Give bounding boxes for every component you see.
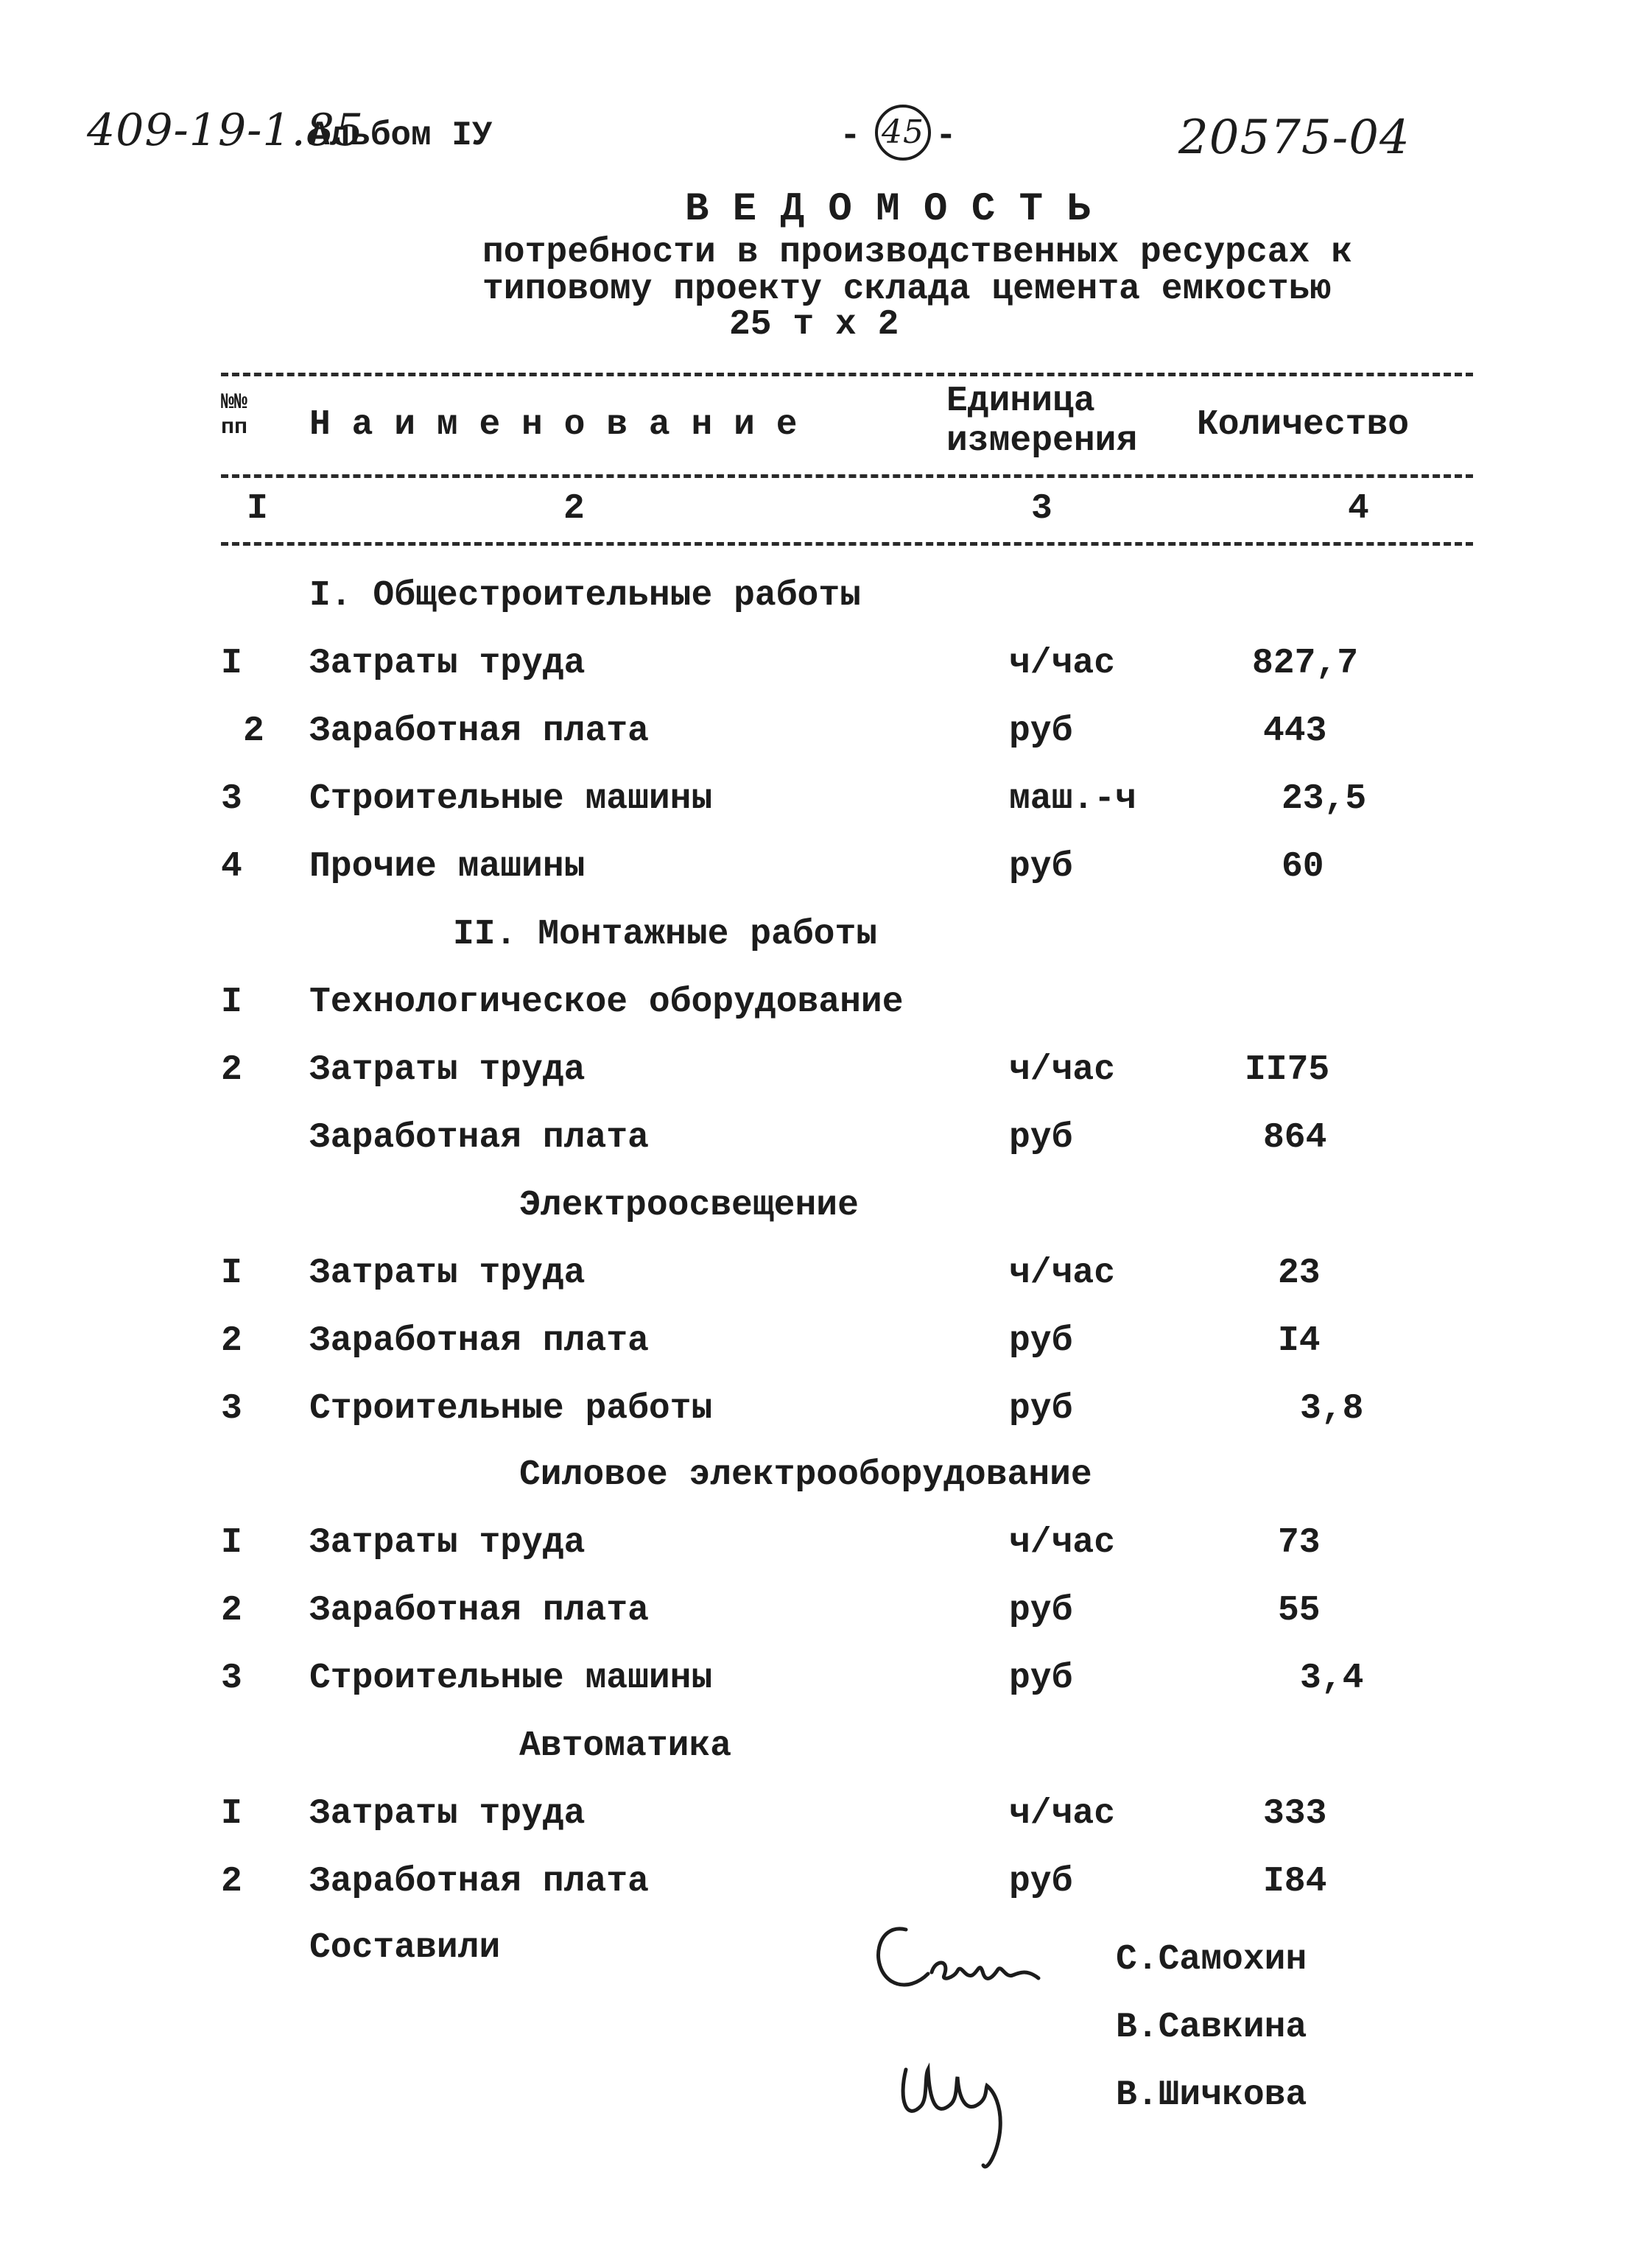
row-unit: ч/час xyxy=(1009,1253,1116,1293)
album-label: Альбом IУ xyxy=(309,116,493,155)
row-unit: ч/час xyxy=(1009,1050,1116,1090)
row-quantity: 3,4 xyxy=(1300,1659,1364,1698)
header-name: Н а и м е н о в а н и е xyxy=(309,405,798,445)
row-unit: руб xyxy=(1009,711,1073,751)
row-quantity: 73 xyxy=(1278,1523,1321,1563)
table-row xyxy=(0,847,1652,906)
row-name: Затраты труда xyxy=(309,644,586,683)
row-name: Технологическое оборудование xyxy=(309,982,904,1022)
header-qty: Количество xyxy=(1197,405,1410,445)
row-name: Прочие машины xyxy=(309,847,586,887)
row-unit: ч/час xyxy=(1009,1794,1116,1834)
table-top-rule xyxy=(221,373,1473,376)
section-title: I. Общестроительные работы xyxy=(309,576,861,616)
row-number: I xyxy=(221,982,242,1022)
row-number: 2 xyxy=(221,1591,242,1631)
document-code-right: 20575-04 xyxy=(1178,110,1410,165)
row-quantity: 443 xyxy=(1263,711,1327,751)
page-number: 45 xyxy=(875,105,931,161)
row-name: Строительные работы xyxy=(309,1389,713,1429)
row-quantity: 60 xyxy=(1282,847,1324,887)
table-row xyxy=(0,779,1652,838)
row-unit: руб xyxy=(1009,1591,1073,1631)
section-title: Автоматика xyxy=(519,1726,732,1766)
row-number: 3 xyxy=(221,1389,242,1429)
page-number-dash-right: - xyxy=(935,116,957,156)
row-unit: руб xyxy=(1009,1389,1073,1429)
row-quantity: 827,7 xyxy=(1252,644,1359,683)
row-unit: руб xyxy=(1009,1659,1073,1698)
title-line-2: типовому проекту склада цемента емкостью xyxy=(482,270,1332,309)
column-number-3: 3 xyxy=(1031,489,1052,529)
row-quantity: 23 xyxy=(1278,1253,1321,1293)
page-number-dash-left: - xyxy=(840,116,861,156)
header-unit-line-1: Единица xyxy=(946,381,1095,421)
row-quantity: I84 xyxy=(1263,1862,1327,1902)
document-title: В Е Д О М О С Т Ь xyxy=(685,187,1091,232)
row-quantity: 333 xyxy=(1263,1794,1327,1834)
section-title: Силовое электрооборудование xyxy=(519,1455,1092,1495)
row-quantity: 3,8 xyxy=(1300,1389,1364,1429)
row-unit: ч/час xyxy=(1009,1523,1116,1563)
row-number: I xyxy=(221,1253,242,1293)
table-numbers-rule xyxy=(221,542,1473,546)
table-row xyxy=(0,644,1652,703)
row-number: 2 xyxy=(243,711,264,751)
signature-shichkova-icon xyxy=(884,2047,1046,2180)
row-name: Затраты труда xyxy=(309,1050,586,1090)
row-unit: маш.-ч xyxy=(1009,779,1136,819)
row-number: I xyxy=(221,644,242,683)
row-number: 4 xyxy=(221,847,242,887)
row-name: Затраты труда xyxy=(309,1253,586,1293)
column-number-1: I xyxy=(247,489,268,529)
row-name: Заработная плата xyxy=(309,1118,649,1158)
row-unit: руб xyxy=(1009,847,1073,887)
row-unit: руб xyxy=(1009,1862,1073,1902)
row-quantity: 55 xyxy=(1278,1591,1321,1631)
title-line-3: 25 т х 2 xyxy=(729,305,899,345)
table-header-rule xyxy=(221,474,1473,478)
table-row xyxy=(0,1118,1652,1177)
table-row xyxy=(0,1862,1652,1921)
table-row xyxy=(0,1659,1652,1717)
section-title: Электроосвещение xyxy=(519,1186,859,1226)
row-unit: руб xyxy=(1009,1118,1073,1158)
table-row xyxy=(0,1389,1652,1448)
row-number: 2 xyxy=(221,1862,242,1902)
row-quantity: 23,5 xyxy=(1282,779,1367,819)
row-name: Заработная плата xyxy=(309,1591,649,1631)
signatory-name: В.Савкина xyxy=(1116,2008,1307,2047)
signature-samokhin-icon xyxy=(862,1907,1053,2003)
row-number: I xyxy=(221,1794,242,1834)
column-number-2: 2 xyxy=(563,489,585,529)
row-unit: ч/час xyxy=(1009,644,1116,683)
row-name: Заработная плата xyxy=(309,711,649,751)
column-number-4: 4 xyxy=(1348,489,1369,529)
title-line-1: потребности в производственных ресурсах к xyxy=(482,233,1352,272)
row-name: Строительные машины xyxy=(309,779,713,819)
table-row xyxy=(0,982,1652,1041)
row-quantity: 864 xyxy=(1263,1118,1327,1158)
row-number: I xyxy=(221,1523,242,1563)
compiled-by-label: Составили xyxy=(309,1928,501,1968)
row-name: Затраты труда xyxy=(309,1523,586,1563)
document-code-left: 409-19-1.85 xyxy=(87,105,365,156)
table-row xyxy=(0,1523,1652,1582)
table-row xyxy=(0,1321,1652,1380)
signatory-name: С.Самохин xyxy=(1116,1940,1307,1980)
table-row xyxy=(0,1050,1652,1109)
table-row xyxy=(0,1794,1652,1853)
row-name: Затраты труда xyxy=(309,1794,586,1834)
row-name: Строительные машины xyxy=(309,1659,713,1698)
row-name: Заработная плата xyxy=(309,1321,649,1361)
signatory-name: В.Шичкова xyxy=(1116,2075,1307,2115)
table-row xyxy=(0,711,1652,770)
row-number: 2 xyxy=(221,1321,242,1361)
row-number: 3 xyxy=(221,779,242,819)
header-num: №№ пп xyxy=(221,390,248,440)
table-row xyxy=(0,1591,1652,1650)
row-number: 2 xyxy=(221,1050,242,1090)
row-name: Заработная плата xyxy=(309,1862,649,1902)
section-title: II. Монтажные работы xyxy=(453,915,878,954)
row-number: 3 xyxy=(221,1659,242,1698)
row-quantity: II75 xyxy=(1245,1050,1330,1090)
header-unit-line-2: измерения xyxy=(946,421,1138,461)
row-quantity: I4 xyxy=(1278,1321,1321,1361)
table-row xyxy=(0,1253,1652,1312)
row-unit: руб xyxy=(1009,1321,1073,1361)
